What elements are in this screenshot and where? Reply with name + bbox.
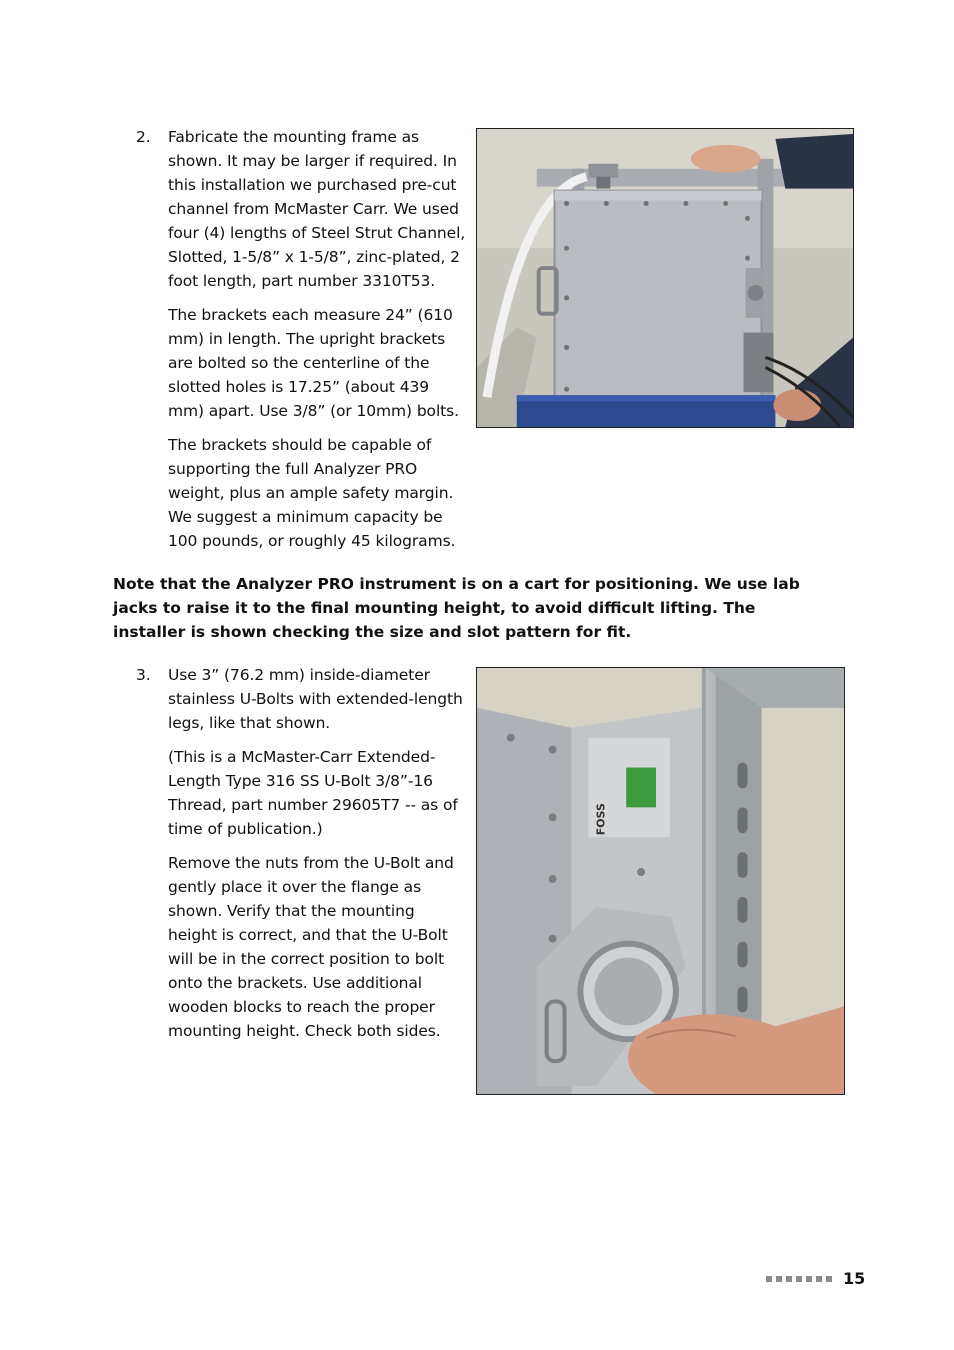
- note-paragraph: Note that the Analyzer PRO instrument is on a cart for positioning. We use lab jacks to raise it to the final mounting height, to avoid difficult lifting. The installer is shown checking the size and slot pattern for fit.: [113, 575, 800, 641]
- step-2-body: [168, 125, 468, 563]
- step-3-paragraph-3: Remove the nuts from the U-Bolt and gently place it over the flange as shown. Verify that the mounting height is correct, and that the U-Bolt will be in the correct position to bolt onto the brackets. Use additional wooden blocks to reach the proper mounting height. Check both sides.: [168, 854, 454, 1040]
- footer-dots-decoration: [766, 1276, 832, 1282]
- page-number: 15: [843, 1269, 866, 1288]
- step-2-number: 2.: [136, 128, 151, 146]
- step-3-body: [168, 663, 468, 1053]
- step-3-paragraph-2: (This is a McMaster-Carr Extended-Length Type 316 SS U-Bolt 3/8”-16 Thread, part number 29605T7 -- as of time of publication.): [168, 748, 458, 838]
- step-2-paragraph-2: The brackets each measure 24” (610 mm) in length. The upright brackets are bolted so the centerline of the slotted holes is 17.25” (about 439 mm) apart. Use 3/8” (or 10mm) bolts.: [168, 306, 459, 420]
- step-2-paragraph-3: The brackets should be capable of supporting the full Analyzer PRO weight, plus an ample safety margin. We suggest a minimum capacity be 100 pounds, or roughly 45 kilograms.: [168, 436, 456, 550]
- analyzer-on-frame-photo: [476, 128, 854, 428]
- photo-label-text: FOSS: [594, 803, 608, 836]
- step-3-number: 3.: [136, 666, 151, 684]
- step-2-paragraph-1: Fabricate the mounting frame as shown. It may be larger if required. In this installation we purchased pre-cut channel from McMaster Carr. We used four (4) lengths of Steel Strut Channel, Slotted, 1-5/8” x 1-5/8”, zinc-plated, 2 foot length, part number 3310T53.: [168, 128, 466, 290]
- u-bolt-flange-photo: [476, 667, 845, 1095]
- step-3-paragraph-1: Use 3” (76.2 mm) inside-diameter stainless U-Bolts with extended-length legs, like that shown.: [168, 666, 463, 732]
